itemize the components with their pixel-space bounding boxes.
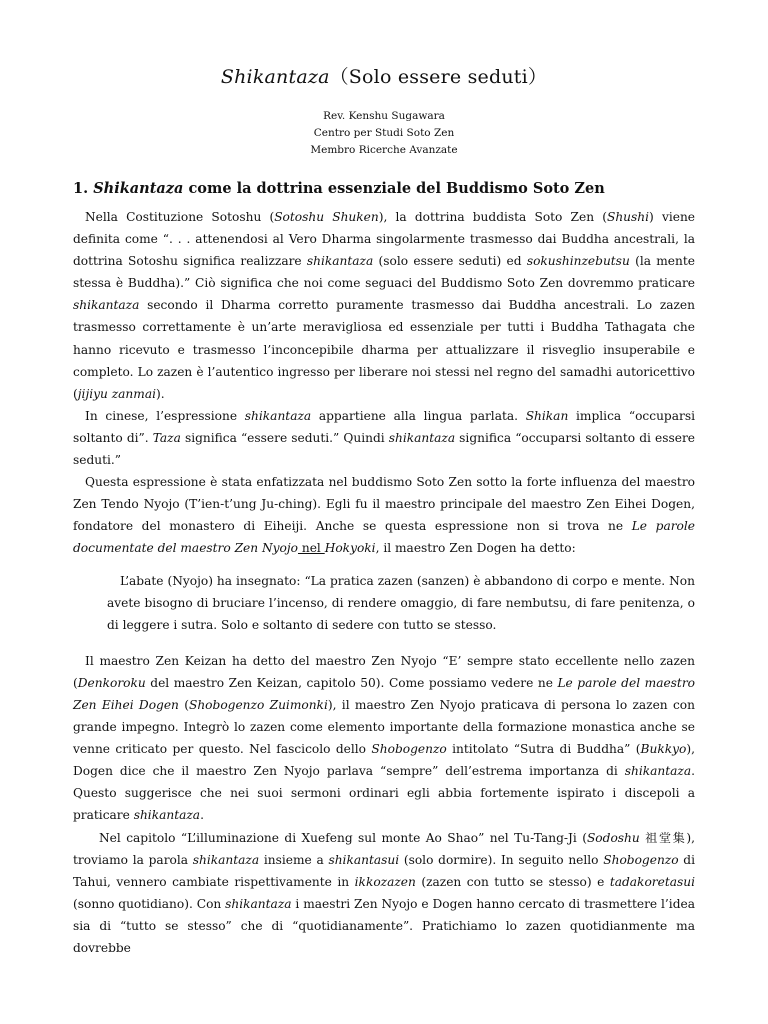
page-title xyxy=(0,62,768,89)
byline-role: Membro Ricerche Avanzate xyxy=(310,144,458,156)
body-text xyxy=(73,206,695,959)
section-number: 1. xyxy=(73,180,94,197)
section-italic: Shikantaza xyxy=(93,180,184,197)
byline-author: Rev. Kenshu Sugawara xyxy=(323,110,445,122)
paragraph-2: In cinese, l’espressione shikantaza appartiene alla lingua parlata. Shikan implica “occuparsi soltanto di”. Taza significa “essere seduti.” Quindi shikantaza significa “occuparsi soltanto di essere seduti.” xyxy=(73,408,695,468)
block-quote: L’abate (Nyojo) ha insegnato: “La pratica zazen (sanzen) è abbandono di corpo e mente. Non avete bisogno di bruciare l’incenso, di rendere omaggio, di fare nembutsu, di fare penitenza, o di leggere i sutra. Solo e soltanto di sedere con tutto se stesso. xyxy=(107,573,695,632)
paragraph-3: Questa espressione è stata enfatizzata nel buddismo Soto Zen sotto la forte influenza del maestro Zen Tendo Nyojo (T’ien-t’ung Ju-ching). Egli fu il maestro principale del maestro Zen Eihei Dogen, fondatore del monastero di Eiheiji. Anche se questa espressione non si trova ne Le parole documentate del maestro Zen Nyojo nel Hokyoki, il maestro Zen Dogen ha detto: xyxy=(73,475,695,556)
paragraph-1: Nella Costituzione Sotoshu (Sotoshu Shuken), la dottrina buddista Soto Zen (Shushi) viene definita come “. . . attenendosi al Vero Dharma singolarmente trasmesso dai Buddha ancestrali, la dottrina Sotoshu significa realizzare shikantaza (solo essere seduti) ed sokushinzebutsu (la mente stessa è Buddha).” Ciò significa che noi come seguaci del Buddismo Soto Zen dovremmo praticare shikantaza secondo il Dharma corretto puramente trasmesso dai Buddha ancestrali. Lo zazen trasmesso correttamente è un’arte meravigliosa ed essenziale per tutti i Buddha Tathagata che hanno ricevuto e trasmesso l’inconcepibile dharma per attualizzare il risveglio insuperabile e completo. Lo zazen è l’autentico ingresso per liberare noi stessi nel regno del samadhi autoricettivo (jijiyu zanmai). xyxy=(73,210,696,401)
paragraph-4: Il maestro Zen Keizan ha detto del maestro Zen Nyojo “E’ sempre stato eccellente nello zazen (Denkoroku del maestro Zen Keizan, capitolo 50). Come possiamo vedere ne Le parole del maestro Zen Eihei Dogen (Shobogenzo Zuimonki), il maestro Zen Nyojo praticava di persona lo zazen con grande impegno. Integrò lo zazen come elemento importante della formazione monastica anche se venne criticato per questo. Nel fascicolo dello Shobogenzo intitolato “Sutra di Buddha” (Bukkyo), Dogen dice che il maestro Zen Nyojo parlava “sempre” dell’estrema importanza di shikantaza. Questo suggerisce che nei suoi sermoni ordinari egli abbia fortemente ispirato i discepoli a praticare shikantaza. xyxy=(73,653,695,823)
byline-org: Centro per Studi Soto Zen xyxy=(313,127,455,139)
section-heading xyxy=(73,180,605,197)
title-italic: Shikantaza xyxy=(220,66,330,88)
section-rest: come la dottrina essenziale del Buddismo Soto Zen xyxy=(183,180,605,197)
byline xyxy=(0,108,768,159)
title-rest: （Solo essere seduti） xyxy=(329,66,548,88)
paragraph-5: Nel capitolo “L’illuminazione di Xuefeng sul monte Ao Shao” nel Tu-Tang-Ji (Sodoshu 祖堂集), troviamo la parola shikantaza insieme a shikantasui (solo dormire). In seguito nello Shobogenzo di Tahui, vennero cambiate rispettivamente in ikkozazen (zazen con tutto se stesso) e tadakoretasui (sonno quotidiano). Con shikantaza i maestri Zen Nyojo e Dogen hanno cercato di trasmettere l’idea sia di “tutto se stesso” che di “quotidianamente”. Pratichiamo lo zazen quotidianmente ma dovrebbe xyxy=(73,830,695,955)
